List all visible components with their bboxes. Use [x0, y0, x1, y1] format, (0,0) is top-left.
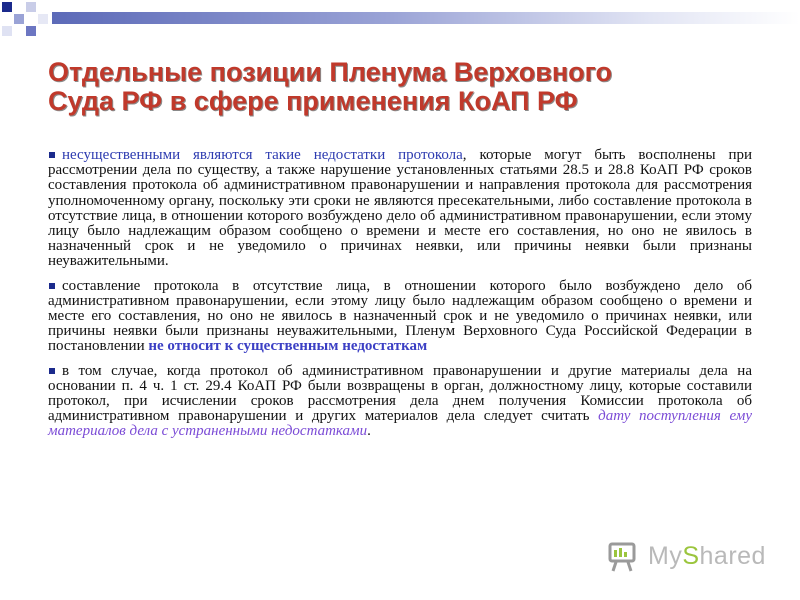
bullet-list — [48, 148, 752, 440]
decor-square — [2, 26, 12, 36]
slide-title-line-1: Отдельные позиции Пленума Верховного — [48, 57, 613, 87]
decor-square — [26, 26, 36, 36]
slide-title-line-2: Суда РФ в сфере применения КоАП РФ — [48, 86, 578, 116]
bullet-text: , которые могут быть восполнены при рассмотрении дела по существу, а также нарушение установленных статьями 28.5 и 28.8 КоАП РФ сроков составления протокола об административном правонарушении и направления протокола для рассмотрения уполномоченному органу, поскольку эти сроки не являются пресекательными, либо составление протокола в отсутствие лица, в отношении которого возбуждено дело об административном правонарушении, если этому лицу было надлежащим образом сообщено о времени и месте его составления, но оно не явилось в назначенный срок и не уведомило о причинах неявки, или причины неявки были признаны неуважительными. — [48, 147, 752, 270]
bullet-item-1 — [48, 148, 752, 270]
highlight-tail: дату поступления ему материалов дела с устраненными недостатками — [48, 408, 752, 440]
myshared-logo — [608, 540, 768, 574]
header-gradient-bar — [52, 12, 800, 24]
decor-square — [14, 14, 24, 24]
highlight-tail: не относит к существенным недостаткам — [148, 338, 428, 355]
bullet-text: составление протокола в отсутствие лица, в отношении которого было возбуждено дело об административном правонарушении, если этому лицу было надлежащим образом сообщено о времени и месте его составления, но оно не явилось в назначенный срок и не уведомило о причинах неявки, или причины неявки были признаны неуважительными, Пленум Верховного Суда Российской Федерации в постановлении — [48, 277, 752, 355]
bullet-item-3 — [48, 364, 752, 440]
bullet-square-icon — [49, 152, 55, 158]
bullet-end: . — [367, 423, 371, 440]
decor-square — [26, 2, 36, 12]
decor-square — [38, 14, 48, 24]
slide-title — [48, 58, 748, 116]
bullet-text: в том случае, когда протокол об административном правонарушении и другие материалы дела на основании п. 4 ч. 1 ст. 29.4 КоАП РФ были возвращены в орган, должностному лицу, которые составили протокол, при исчислении сроков рассмотрения дела днем получения Комиссии протокола об административном правонарушении и других материалов дела следует считать — [48, 362, 752, 425]
highlight-lead: несущественными являются такие недостатки протокола — [62, 147, 463, 163]
bullet-item-2 — [48, 279, 752, 355]
presentation-board-icon — [608, 540, 642, 572]
bullet-square-icon — [49, 283, 55, 289]
logo-text: MyShared — [648, 542, 766, 570]
bullet-square-icon — [49, 368, 55, 374]
decor-square — [2, 2, 12, 12]
